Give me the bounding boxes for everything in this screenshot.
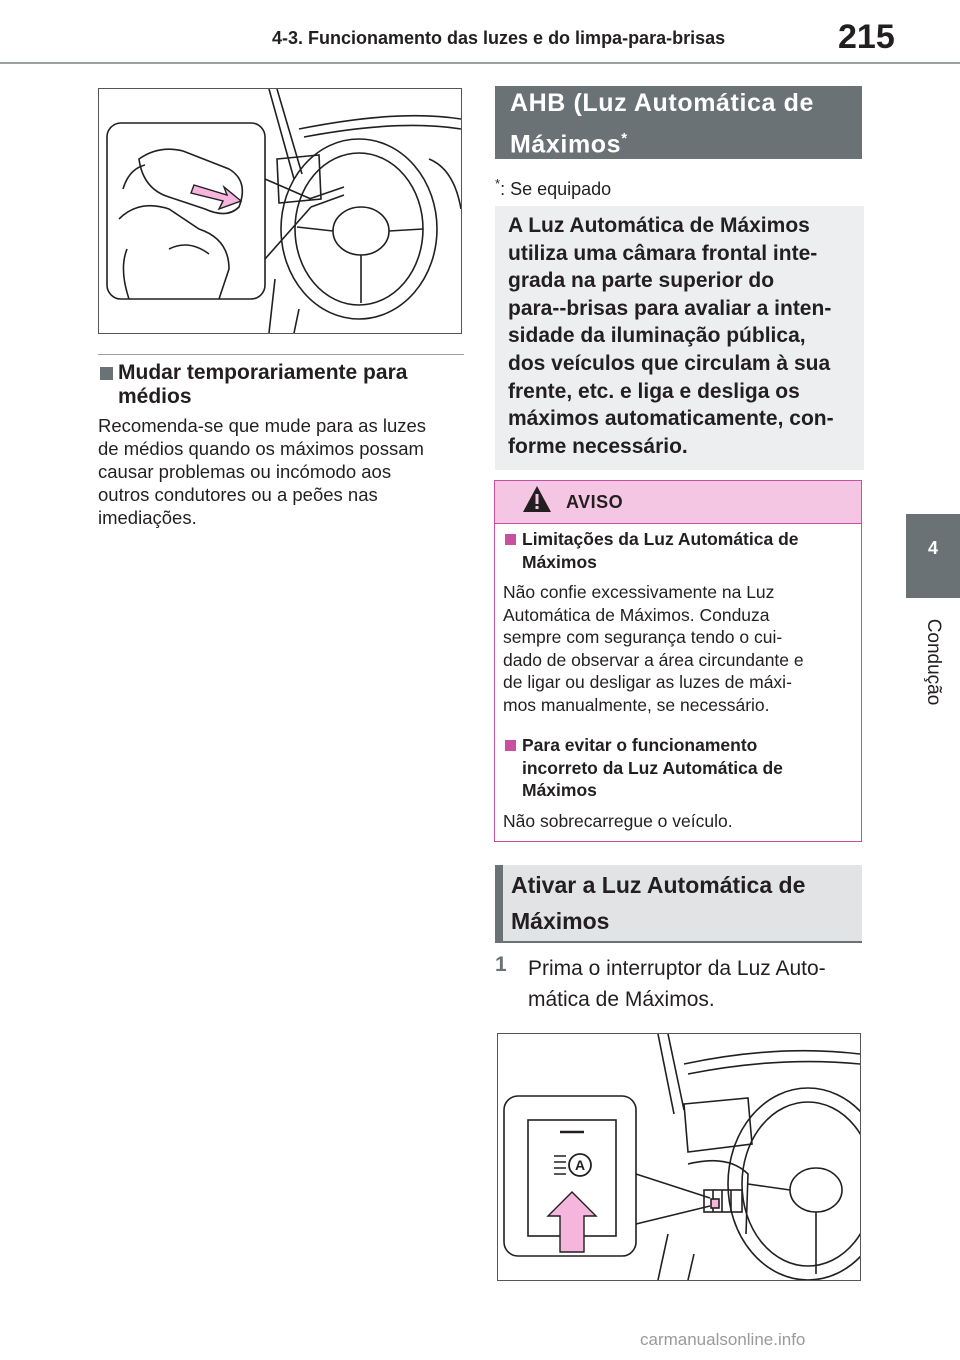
lever-pull-illustration	[98, 88, 462, 334]
intro-line: forme necessário.	[508, 434, 688, 458]
warning-heading-line: incorreto da Luz Automática de	[522, 757, 783, 778]
body-line: Recomenda-se que mude para as luzes	[98, 415, 427, 436]
warning-body-line: Não sobrecarregue o veículo.	[503, 811, 733, 831]
intro-text	[508, 212, 856, 460]
warning-item1-heading	[522, 528, 858, 573]
warning-heading-line: Limitações da Luz Automática de	[522, 529, 799, 549]
warning-bullet	[505, 534, 516, 545]
step-text	[528, 953, 863, 1015]
header-rule	[0, 62, 960, 64]
intro-line: A Luz Automática de Máximos	[508, 214, 810, 237]
activate-heading	[511, 867, 856, 939]
subsection-rule	[98, 354, 464, 355]
warning-heading-line: Para evitar o funcionamento	[522, 735, 758, 755]
chapter-number: 4	[927, 538, 938, 558]
watermark: carmanualsonline.info	[640, 1330, 806, 1349]
warning-body-line: mos manualmente, se necessário.	[503, 694, 770, 715]
footnote-asterisk: *	[495, 176, 501, 191]
warning-body-line: Automática de Máximos. Conduza	[503, 604, 770, 625]
footnote	[495, 176, 611, 200]
chapter-label: Condução	[923, 618, 944, 706]
activate-heading-rule	[495, 941, 862, 943]
ahb-heading-line: AHB (Luz Automática de	[510, 89, 814, 117]
warning-heading-line: Máximos	[522, 780, 597, 800]
warning-body-line: de ligar ou desligar as luzes de máxi-	[503, 672, 792, 693]
warning-heading-line: Máximos	[522, 551, 597, 572]
activate-heading-line: Ativar a Luz Automática de	[511, 872, 806, 898]
intro-line: dos veículos que circulam à sua	[508, 351, 831, 375]
subheading-bullet	[100, 367, 113, 380]
page-number: 215	[838, 18, 895, 56]
intro-line: utiliza uma câmara frontal inte-	[508, 241, 818, 265]
section-title: 4-3. Funcionamento das luzes e do limpa-para-brisas	[272, 28, 726, 48]
warning-bullet	[505, 740, 516, 751]
warning-body-line: sempre com segurança tendo o cui-	[503, 627, 783, 648]
ahb-heading-text: Máximos	[510, 130, 622, 159]
low-beam-body	[98, 414, 468, 529]
intro-line: para--brisas para avaliar a inten-	[508, 296, 832, 320]
warning-title: AVISO	[566, 492, 624, 512]
svg-text:A: A	[574, 1157, 586, 1173]
step-line: mática de Máximos.	[528, 988, 715, 1011]
body-line: de médios quando os máximos possam	[98, 438, 424, 459]
footnote-text: : Se equipado	[500, 179, 612, 199]
ahb-heading	[510, 86, 855, 162]
activate-heading-bar	[495, 865, 503, 941]
intro-line: sidade da iluminação pública,	[508, 324, 806, 348]
warning-triangle-icon	[522, 485, 552, 518]
footnote-marker: *	[621, 130, 628, 147]
intro-line: grada na parte superior do	[508, 269, 775, 293]
intro-line: máximos automaticamente, con-	[508, 407, 834, 431]
ahb-switch-illustration	[497, 1033, 861, 1281]
subheading-low-beam: Mudar temporariamente para médios	[118, 361, 408, 408]
warning-item2-heading	[522, 734, 858, 802]
warning-body-line: Não confie excessivamente na Luz	[503, 582, 775, 602]
step-line: Prima o interruptor da Luz Auto-	[528, 957, 826, 980]
step-number: 1	[495, 953, 507, 976]
ahb-heading-line	[510, 121, 855, 162]
warning-body-line: dado de observar a área circundante e	[503, 649, 804, 670]
warning-item1-body	[503, 581, 859, 717]
activate-heading-line: Máximos	[511, 908, 610, 934]
body-line: outros condutores ou a peões nas	[98, 484, 378, 505]
intro-line: frente, etc. e liga e desliga os	[508, 379, 800, 403]
body-line: imediações.	[98, 507, 197, 528]
body-line: causar problemas ou incómodo aos	[98, 461, 392, 482]
warning-item2-body	[503, 810, 859, 833]
